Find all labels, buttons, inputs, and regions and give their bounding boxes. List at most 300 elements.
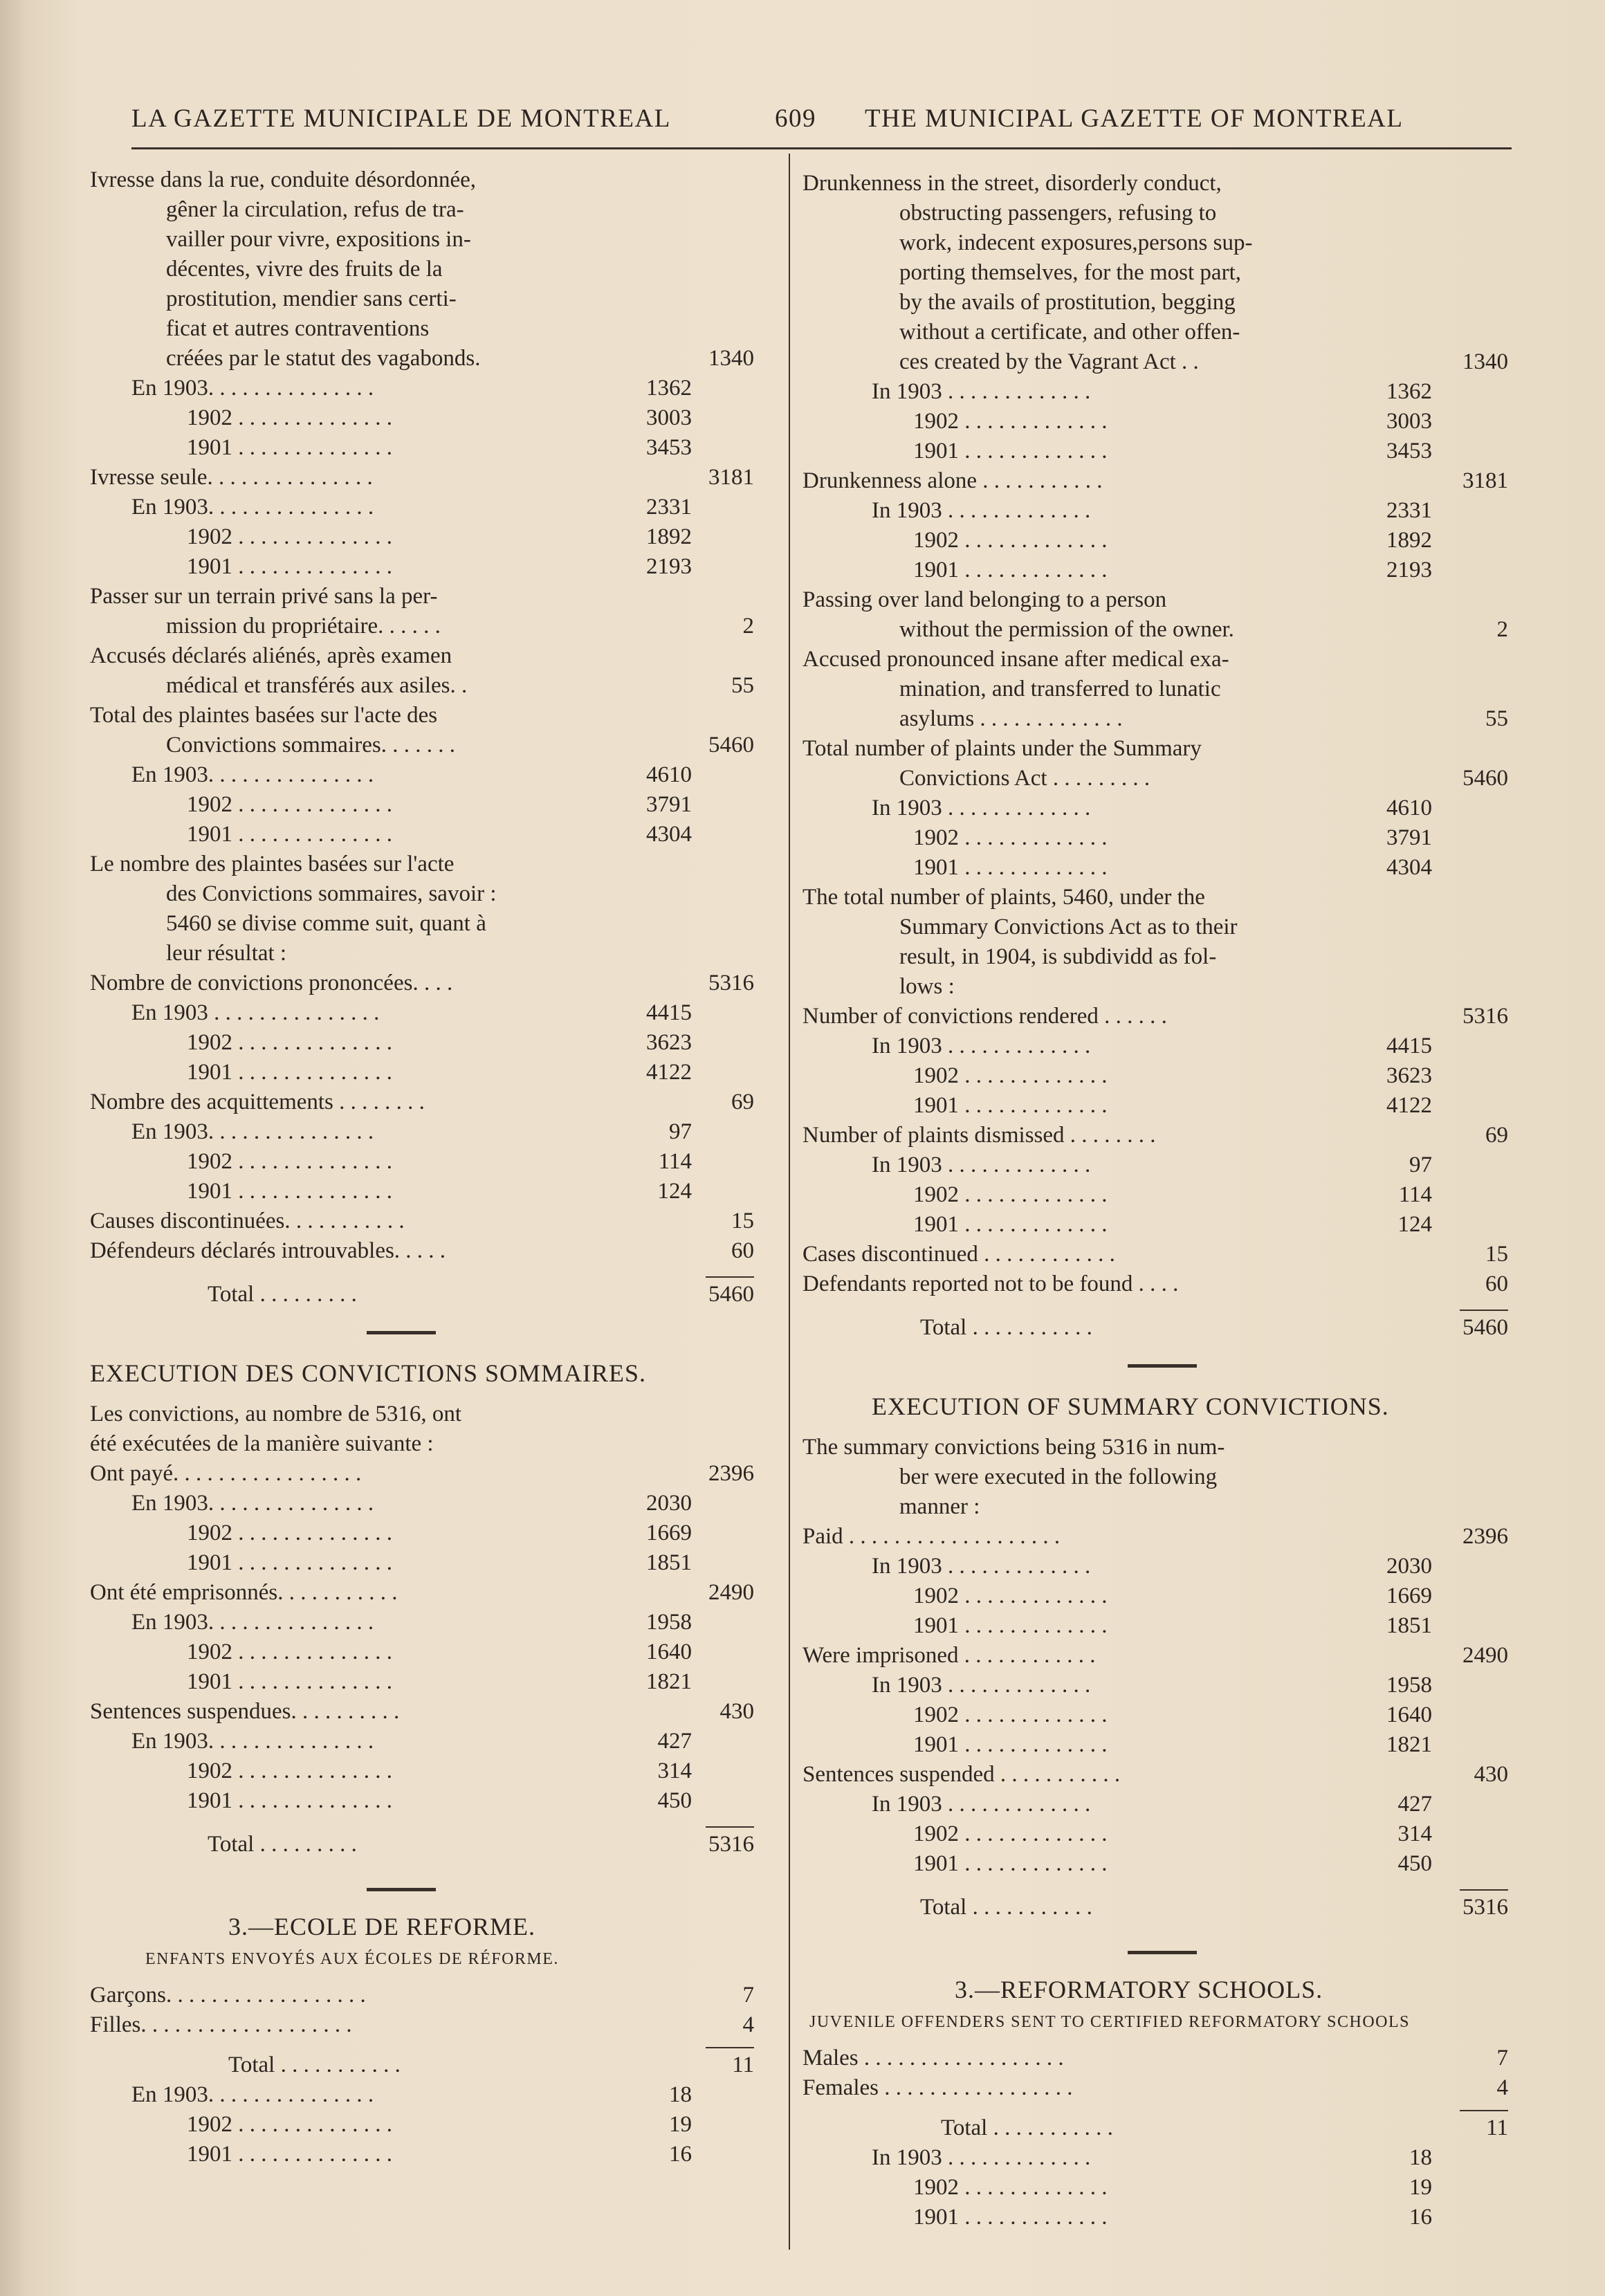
row-label: gêner la circulation, refus de tra- — [166, 197, 464, 222]
table-row — [90, 731, 775, 760]
table-row — [90, 1698, 775, 1727]
table-row — [802, 348, 1515, 377]
row-label: Défendeurs déclarés introuvables. . . . . — [90, 1238, 446, 1263]
year-value: 4122 — [1386, 1093, 1432, 1118]
row-label: médical et transférés aux asiles. . — [166, 673, 468, 698]
table-row — [802, 1002, 1515, 1031]
table-row — [802, 259, 1515, 288]
row-label: Males . . . . . . . . . . . . . . . . . . — [802, 2046, 1064, 2070]
total-value: 69 — [1485, 1123, 1508, 1148]
year-value: 16 — [1409, 2205, 1432, 2230]
table-row — [90, 1118, 775, 1147]
row-label: Ivresse dans la rue, conduite désordonnée, — [90, 167, 477, 192]
table-row — [802, 1151, 1515, 1180]
sum-rule — [1460, 1889, 1508, 1891]
year-value: 450 — [1397, 1851, 1432, 1876]
table-row — [802, 1433, 1515, 1462]
row-label: 1902 . . . . . . . . . . . . . — [913, 1702, 1108, 1727]
total-value: 1340 — [708, 346, 754, 371]
table-row — [90, 1088, 775, 1117]
year-value: 2331 — [1386, 498, 1432, 523]
table-row — [90, 1029, 775, 1058]
total-value: 5460 — [708, 733, 754, 757]
row-label: 1902 . . . . . . . . . . . . . — [913, 528, 1108, 553]
table-row — [90, 939, 775, 968]
row-label: Ivresse seule. . . . . . . . . . . . . . . — [90, 465, 373, 490]
year-value: 1362 — [646, 376, 692, 401]
row-label: Cases discontinued . . . . . . . . . . . . — [802, 1242, 1115, 1267]
row-label: The total number of plaints, 5460, under the — [802, 885, 1205, 910]
row-label: without the permission of the owner. — [899, 617, 1234, 642]
year-value: 314 — [1397, 1821, 1432, 1846]
section-subheading: JUVENILE OFFENDERS SENT TO CERTIFIED REFORMATORY SCHOOLS — [809, 2013, 1410, 2031]
section-separator — [1128, 1951, 1197, 1954]
row-label: 1901 . . . . . . . . . . . . . . — [187, 1788, 392, 1813]
row-label: Accused pronounced insane after medical exa- — [802, 647, 1229, 672]
row-label: Convictions Act . . . . . . . . . — [899, 766, 1150, 791]
row-label: Defendants reported not to be found . . . . — [802, 1271, 1179, 1296]
section-separator — [1128, 1364, 1197, 1368]
row-label: 1902 . . . . . . . . . . . . . . — [187, 1758, 392, 1783]
year-value: 1640 — [1386, 1702, 1432, 1727]
row-label: des Convictions sommaires, savoir : — [166, 881, 497, 906]
row-label: En 1903. . . . . . . . . . . . . . . — [131, 376, 374, 401]
total-value: 3181 — [708, 465, 754, 490]
row-label: In 1903 . . . . . . . . . . . . . — [872, 1034, 1091, 1058]
total-value: 5460 — [708, 1282, 754, 1307]
table-row — [90, 1981, 775, 2010]
table-row — [90, 1177, 775, 1206]
row-label: In 1903 . . . . . . . . . . . . . — [872, 2145, 1091, 2170]
year-value: 4415 — [1386, 1034, 1432, 1058]
table-row — [802, 1701, 1515, 1730]
table-row — [90, 345, 775, 374]
table-row — [802, 437, 1515, 466]
year-value: 1851 — [646, 1550, 692, 1575]
row-label: leur résultat : — [166, 941, 287, 966]
table-row — [90, 2051, 775, 2080]
row-label: Total number of plaints under the Summary — [802, 736, 1202, 761]
total-value: 4 — [1496, 2075, 1508, 2100]
row-label: Number of plaints dismissed . . . . . . . . — [802, 1123, 1156, 1148]
row-label: Filles. . . . . . . . . . . . . . . . . . . — [90, 2012, 352, 2037]
section-heading: EXECUTION DES CONVICTIONS SOMMAIRES. — [90, 1359, 647, 1387]
table-row — [802, 764, 1515, 793]
row-label: Causes discontinuées. . . . . . . . . . . — [90, 1209, 405, 1233]
section-heading: 3.—REFORMATORY SCHOOLS. — [955, 1976, 1323, 2003]
table-row — [90, 434, 775, 463]
header-rule — [131, 147, 1512, 149]
total-value: 60 — [1485, 1271, 1508, 1296]
year-value: 4610 — [1386, 796, 1432, 820]
row-label: 1901 . . . . . . . . . . . . . — [913, 1613, 1108, 1638]
table-row — [802, 1582, 1515, 1611]
table-row — [90, 1830, 775, 1859]
total-value: 5316 — [708, 971, 754, 995]
table-row — [802, 735, 1515, 764]
table-row — [90, 404, 775, 433]
table-row — [90, 1400, 775, 1429]
year-value: 1821 — [646, 1669, 692, 1694]
table-row — [90, 1668, 775, 1697]
table-row — [802, 1612, 1515, 1641]
row-label: Le nombre des plaintes basées sur l'acte — [90, 852, 455, 876]
row-label: 1901 . . . . . . . . . . . . . — [913, 1212, 1108, 1237]
row-label: 1902 . . . . . . . . . . . . . — [913, 825, 1108, 850]
row-label: Total . . . . . . . . . . . — [920, 1895, 1092, 1920]
year-value: 3453 — [646, 435, 692, 460]
row-label: obstructing passengers, refusing to — [899, 201, 1217, 226]
year-value: 16 — [669, 2142, 692, 2167]
row-label: In 1903 . . . . . . . . . . . . . — [872, 1152, 1091, 1177]
row-label: Total . . . . . . . . . — [208, 1832, 357, 1857]
row-label: Total . . . . . . . . . — [208, 1282, 357, 1307]
table-row — [802, 1240, 1515, 1269]
row-label: 1902 . . . . . . . . . . . . . — [913, 2175, 1108, 2200]
year-value: 314 — [657, 1758, 692, 1783]
table-row — [90, 1727, 775, 1756]
total-value: 5460 — [1462, 1315, 1508, 1340]
row-label: 1901 . . . . . . . . . . . . . . — [187, 554, 392, 579]
row-label: Ont payé. . . . . . . . . . . . . . . . . — [90, 1461, 362, 1486]
total-value: 3181 — [1462, 468, 1508, 493]
year-value: 1892 — [1386, 528, 1432, 553]
year-value: 124 — [1397, 1212, 1432, 1237]
year-value: 19 — [669, 2112, 692, 2137]
total-value: 15 — [1485, 1242, 1508, 1267]
row-label: Drunkenness in the street, disorderly conduct, — [802, 171, 1222, 196]
year-value: 3791 — [1386, 825, 1432, 850]
row-label: vailler pour vivre, expositions in- — [166, 227, 471, 252]
row-label: Total . . . . . . . . . . . — [228, 2052, 401, 2077]
row-label: 1901 . . . . . . . . . . . . . — [913, 558, 1108, 582]
row-label: ber were executed in the following — [899, 1464, 1218, 1489]
section-heading: EXECUTION OF SUMMARY CONVICTIONS. — [872, 1393, 1389, 1420]
year-value: 3453 — [1386, 439, 1432, 463]
year-value: 450 — [657, 1788, 692, 1813]
table-row — [802, 973, 1515, 1002]
row-label: ficat et autres contraventions — [166, 316, 430, 341]
table-row — [802, 1463, 1515, 1492]
year-value: 18 — [669, 2082, 692, 2107]
section-separator — [367, 1331, 436, 1334]
table-row — [90, 701, 775, 731]
year-value: 124 — [657, 1179, 692, 1204]
total-value: 2490 — [708, 1580, 754, 1605]
row-label: In 1903 . . . . . . . . . . . . . — [872, 1673, 1091, 1698]
year-value: 1851 — [1386, 1613, 1432, 1638]
row-label: Total . . . . . . . . . . . — [920, 1315, 1092, 1340]
table-row — [90, 315, 775, 344]
row-label: 1902 . . . . . . . . . . . . . . — [187, 1030, 392, 1055]
table-row — [802, 1032, 1515, 1061]
table-row — [802, 1850, 1515, 1879]
row-label: 1902 . . . . . . . . . . . . . — [913, 1583, 1108, 1608]
total-value: 1340 — [1462, 349, 1508, 374]
year-value: 2030 — [1386, 1554, 1432, 1579]
table-row — [802, 229, 1515, 258]
row-label: Nombre des acquittements . . . . . . . . — [90, 1090, 425, 1114]
row-label: En 1903. . . . . . . . . . . . . . . — [131, 1119, 374, 1144]
table-row — [802, 645, 1515, 674]
table-row — [802, 407, 1515, 437]
year-value: 1892 — [646, 524, 692, 549]
year-value: 3623 — [1386, 1063, 1432, 1088]
french-column — [90, 166, 775, 2241]
table-row — [90, 463, 775, 493]
table-row — [90, 1237, 775, 1266]
page-header — [131, 104, 1474, 145]
row-label: The summary convictions being 5316 in num- — [802, 1435, 1225, 1460]
total-value: 7 — [742, 1983, 754, 2008]
total-value: 55 — [1485, 706, 1508, 731]
total-value: 2 — [1496, 617, 1508, 642]
year-value: 1362 — [1386, 379, 1432, 404]
row-label: lows : — [899, 974, 955, 999]
sum-rule — [706, 1826, 754, 1828]
table-row — [90, 1519, 775, 1548]
total-value: 11 — [1486, 2115, 1508, 2140]
row-label: by the avails of prostitution, begging — [899, 290, 1236, 315]
table-row — [802, 1790, 1515, 1819]
table-row — [90, 1489, 775, 1518]
row-label: Les convictions, au nombre de 5316, ont — [90, 1402, 462, 1426]
total-value: 7 — [1496, 2046, 1508, 2070]
row-label: Number of convictions rendered . . . . . . — [802, 1004, 1167, 1029]
table-row — [90, 374, 775, 403]
header-title-french: LA GAZETTE MUNICIPALE DE MONTREAL — [131, 104, 671, 133]
row-label: Summary Convictions Act as to their — [899, 915, 1238, 939]
table-row — [802, 1820, 1515, 1849]
row-label: 1902 . . . . . . . . . . . . . . — [187, 2112, 392, 2137]
year-value: 2030 — [646, 1491, 692, 1516]
sum-rule — [706, 2047, 754, 2048]
row-label: Were imprisoned . . . . . . . . . . . . — [802, 1643, 1096, 1668]
row-label: manner : — [899, 1494, 980, 1519]
sum-rule — [1460, 1310, 1508, 1311]
table-row — [802, 2174, 1515, 2203]
table-row — [802, 1731, 1515, 1760]
table-row — [90, 1280, 775, 1310]
row-label: In 1903 . . . . . . . . . . . . . — [872, 1792, 1091, 1817]
row-label: prostitution, mendier sans certi- — [166, 286, 457, 311]
table-row — [90, 1148, 775, 1177]
total-value: 2396 — [1462, 1524, 1508, 1549]
total-value: 5316 — [1462, 1004, 1508, 1029]
row-label: porting themselves, for the most part, — [899, 260, 1241, 285]
table-row — [802, 1523, 1515, 1552]
table-row — [802, 1181, 1515, 1210]
row-label: En 1903. . . . . . . . . . . . . . . — [131, 762, 374, 787]
header-title-english: THE MUNICIPAL GAZETTE OF MONTREAL — [865, 104, 1404, 133]
row-label: En 1903. . . . . . . . . . . . . . . — [131, 1729, 374, 1754]
row-label: mission du propriétaire. . . . . . — [166, 614, 441, 639]
row-label: In 1903 . . . . . . . . . . . . . — [872, 796, 1091, 820]
year-value: 4304 — [1386, 855, 1432, 880]
row-label: 1902 . . . . . . . . . . . . . — [913, 1182, 1108, 1207]
table-row — [90, 1579, 775, 1608]
table-row — [802, 199, 1515, 228]
row-label: décentes, vivre des fruits de la — [166, 257, 443, 282]
table-row — [90, 553, 775, 582]
table-row — [802, 169, 1515, 199]
row-label: créées par le statut des vagabonds. — [166, 346, 481, 371]
total-value: 2 — [742, 614, 754, 639]
table-row — [90, 1460, 775, 1489]
table-row — [802, 616, 1515, 645]
year-value: 1669 — [646, 1521, 692, 1545]
year-value: 427 — [657, 1729, 692, 1754]
row-label: Total des plaintes basées sur l'acte des — [90, 703, 438, 728]
table-row — [90, 672, 775, 701]
row-label: Paid . . . . . . . . . . . . . . . . . . . — [802, 1524, 1061, 1549]
table-row — [90, 493, 775, 522]
year-value: 2331 — [646, 495, 692, 520]
year-value: 1958 — [646, 1610, 692, 1635]
table-row — [802, 467, 1515, 496]
table-row — [90, 1058, 775, 1087]
row-label: without a certificate, and other offen- — [899, 320, 1240, 345]
row-label: Sentences suspended . . . . . . . . . . . — [802, 1762, 1121, 1787]
total-value: 55 — [731, 673, 754, 698]
year-value: 427 — [1397, 1792, 1432, 1817]
page-number: 609 — [775, 104, 816, 133]
table-row — [802, 913, 1515, 942]
total-value: 11 — [732, 2052, 754, 2077]
table-row — [802, 943, 1515, 972]
year-value: 4415 — [646, 1000, 692, 1025]
table-row — [90, 1638, 775, 1667]
section-subheading: ENFANTS ENVOYÉS AUX ÉCOLES DE RÉFORME. — [145, 1950, 559, 1968]
row-label: 1902 . . . . . . . . . . . . . — [913, 1821, 1108, 1846]
row-label: En 1903 . . . . . . . . . . . . . . . — [131, 1000, 380, 1025]
year-value: 19 — [1409, 2175, 1432, 2200]
row-label: 1902 . . . . . . . . . . . . . . — [187, 1640, 392, 1664]
table-row — [802, 2044, 1515, 2073]
row-label: 1901 . . . . . . . . . . . . . — [913, 855, 1108, 880]
table-row — [90, 523, 775, 552]
table-row — [802, 288, 1515, 318]
year-value: 1640 — [646, 1640, 692, 1664]
table-row — [802, 1552, 1515, 1581]
year-value: 4610 — [646, 762, 692, 787]
row-label: En 1903. . . . . . . . . . . . . . . — [131, 1491, 374, 1516]
table-row — [90, 255, 775, 284]
row-label: 5460 se divise comme suit, quant à — [166, 911, 486, 936]
year-value: 1958 — [1386, 1673, 1432, 1698]
year-value: 3623 — [646, 1030, 692, 1055]
table-row — [90, 2140, 775, 2169]
table-row — [802, 794, 1515, 823]
table-row — [802, 1270, 1515, 1299]
year-value: 3791 — [646, 792, 692, 817]
table-row — [802, 675, 1515, 704]
table-row — [90, 1207, 775, 1236]
table-row — [802, 1314, 1515, 1343]
total-value: 430 — [1474, 1762, 1508, 1787]
table-row — [802, 1671, 1515, 1700]
row-label: 1901 . . . . . . . . . . . . . . — [187, 822, 392, 847]
row-label: En 1903. . . . . . . . . . . . . . . — [131, 495, 374, 520]
row-label: 1901 . . . . . . . . . . . . . — [913, 1093, 1108, 1118]
year-value: 4304 — [646, 822, 692, 847]
year-value: 1669 — [1386, 1583, 1432, 1608]
english-column — [802, 166, 1515, 2241]
table-row — [802, 2144, 1515, 2173]
table-row — [802, 497, 1515, 526]
table-row — [90, 285, 775, 314]
table-row — [802, 586, 1515, 615]
total-value: 5316 — [708, 1832, 754, 1857]
row-label: 1902 . . . . . . . . . . . . . . — [187, 405, 392, 430]
table-row — [802, 2114, 1515, 2143]
row-label: 1902 . . . . . . . . . . . . . . — [187, 792, 392, 817]
table-row — [802, 1642, 1515, 1671]
year-value: 3003 — [646, 405, 692, 430]
row-label: 1902 . . . . . . . . . . . . . — [913, 409, 1108, 434]
row-label: 1901 . . . . . . . . . . . . . . — [187, 1179, 392, 1204]
table-row — [90, 910, 775, 939]
table-row — [802, 705, 1515, 734]
row-label: été exécutées de la manière suivante : — [90, 1431, 434, 1456]
total-value: 430 — [719, 1699, 754, 1724]
table-row — [90, 196, 775, 225]
year-value: 18 — [1409, 2145, 1432, 2170]
table-row — [802, 318, 1515, 347]
row-label: 1901 . . . . . . . . . . . . . . — [187, 1550, 392, 1575]
year-value: 2193 — [1386, 558, 1432, 582]
table-row — [802, 526, 1515, 555]
table-row — [90, 2111, 775, 2140]
table-row — [802, 1493, 1515, 1522]
sum-rule — [1460, 2110, 1508, 2111]
table-row — [802, 824, 1515, 853]
total-value: 15 — [731, 1209, 754, 1233]
table-row — [90, 642, 775, 671]
year-value: 2193 — [646, 554, 692, 579]
sum-rule — [706, 1276, 754, 1278]
column-divider — [789, 154, 790, 2250]
total-value: 69 — [731, 1090, 754, 1114]
table-row — [802, 1761, 1515, 1790]
table-row — [90, 2011, 775, 2040]
year-value: 97 — [669, 1119, 692, 1144]
row-label: 1901 . . . . . . . . . . . . . . — [187, 2142, 392, 2167]
table-row — [802, 1211, 1515, 1240]
table-row — [802, 2203, 1515, 2232]
table-row — [802, 854, 1515, 883]
table-row — [90, 226, 775, 255]
row-label: En 1903. . . . . . . . . . . . . . . — [131, 2082, 374, 2107]
row-label: 1901 . . . . . . . . . . . . . — [913, 1732, 1108, 1757]
row-label: 1901 . . . . . . . . . . . . . — [913, 2205, 1108, 2230]
table-row — [802, 1121, 1515, 1150]
row-label: 1901 . . . . . . . . . . . . . . — [187, 1060, 392, 1085]
row-label: 1902 . . . . . . . . . . . . . . — [187, 524, 392, 549]
table-row — [90, 582, 775, 612]
table-row — [90, 820, 775, 849]
year-value: 1821 — [1386, 1732, 1432, 1757]
row-label: 1902 . . . . . . . . . . . . . . — [187, 1521, 392, 1545]
row-label: Passer sur un terrain privé sans la per- — [90, 584, 438, 609]
row-label: In 1903 . . . . . . . . . . . . . — [872, 1554, 1091, 1579]
year-value: 3003 — [1386, 409, 1432, 434]
table-row — [90, 612, 775, 641]
table-row — [90, 761, 775, 790]
row-label: 1901 . . . . . . . . . . . . . — [913, 1851, 1108, 1876]
table-row — [802, 1893, 1515, 1922]
section-heading: 3.—ECOLE DE REFORME. — [228, 1913, 536, 1940]
